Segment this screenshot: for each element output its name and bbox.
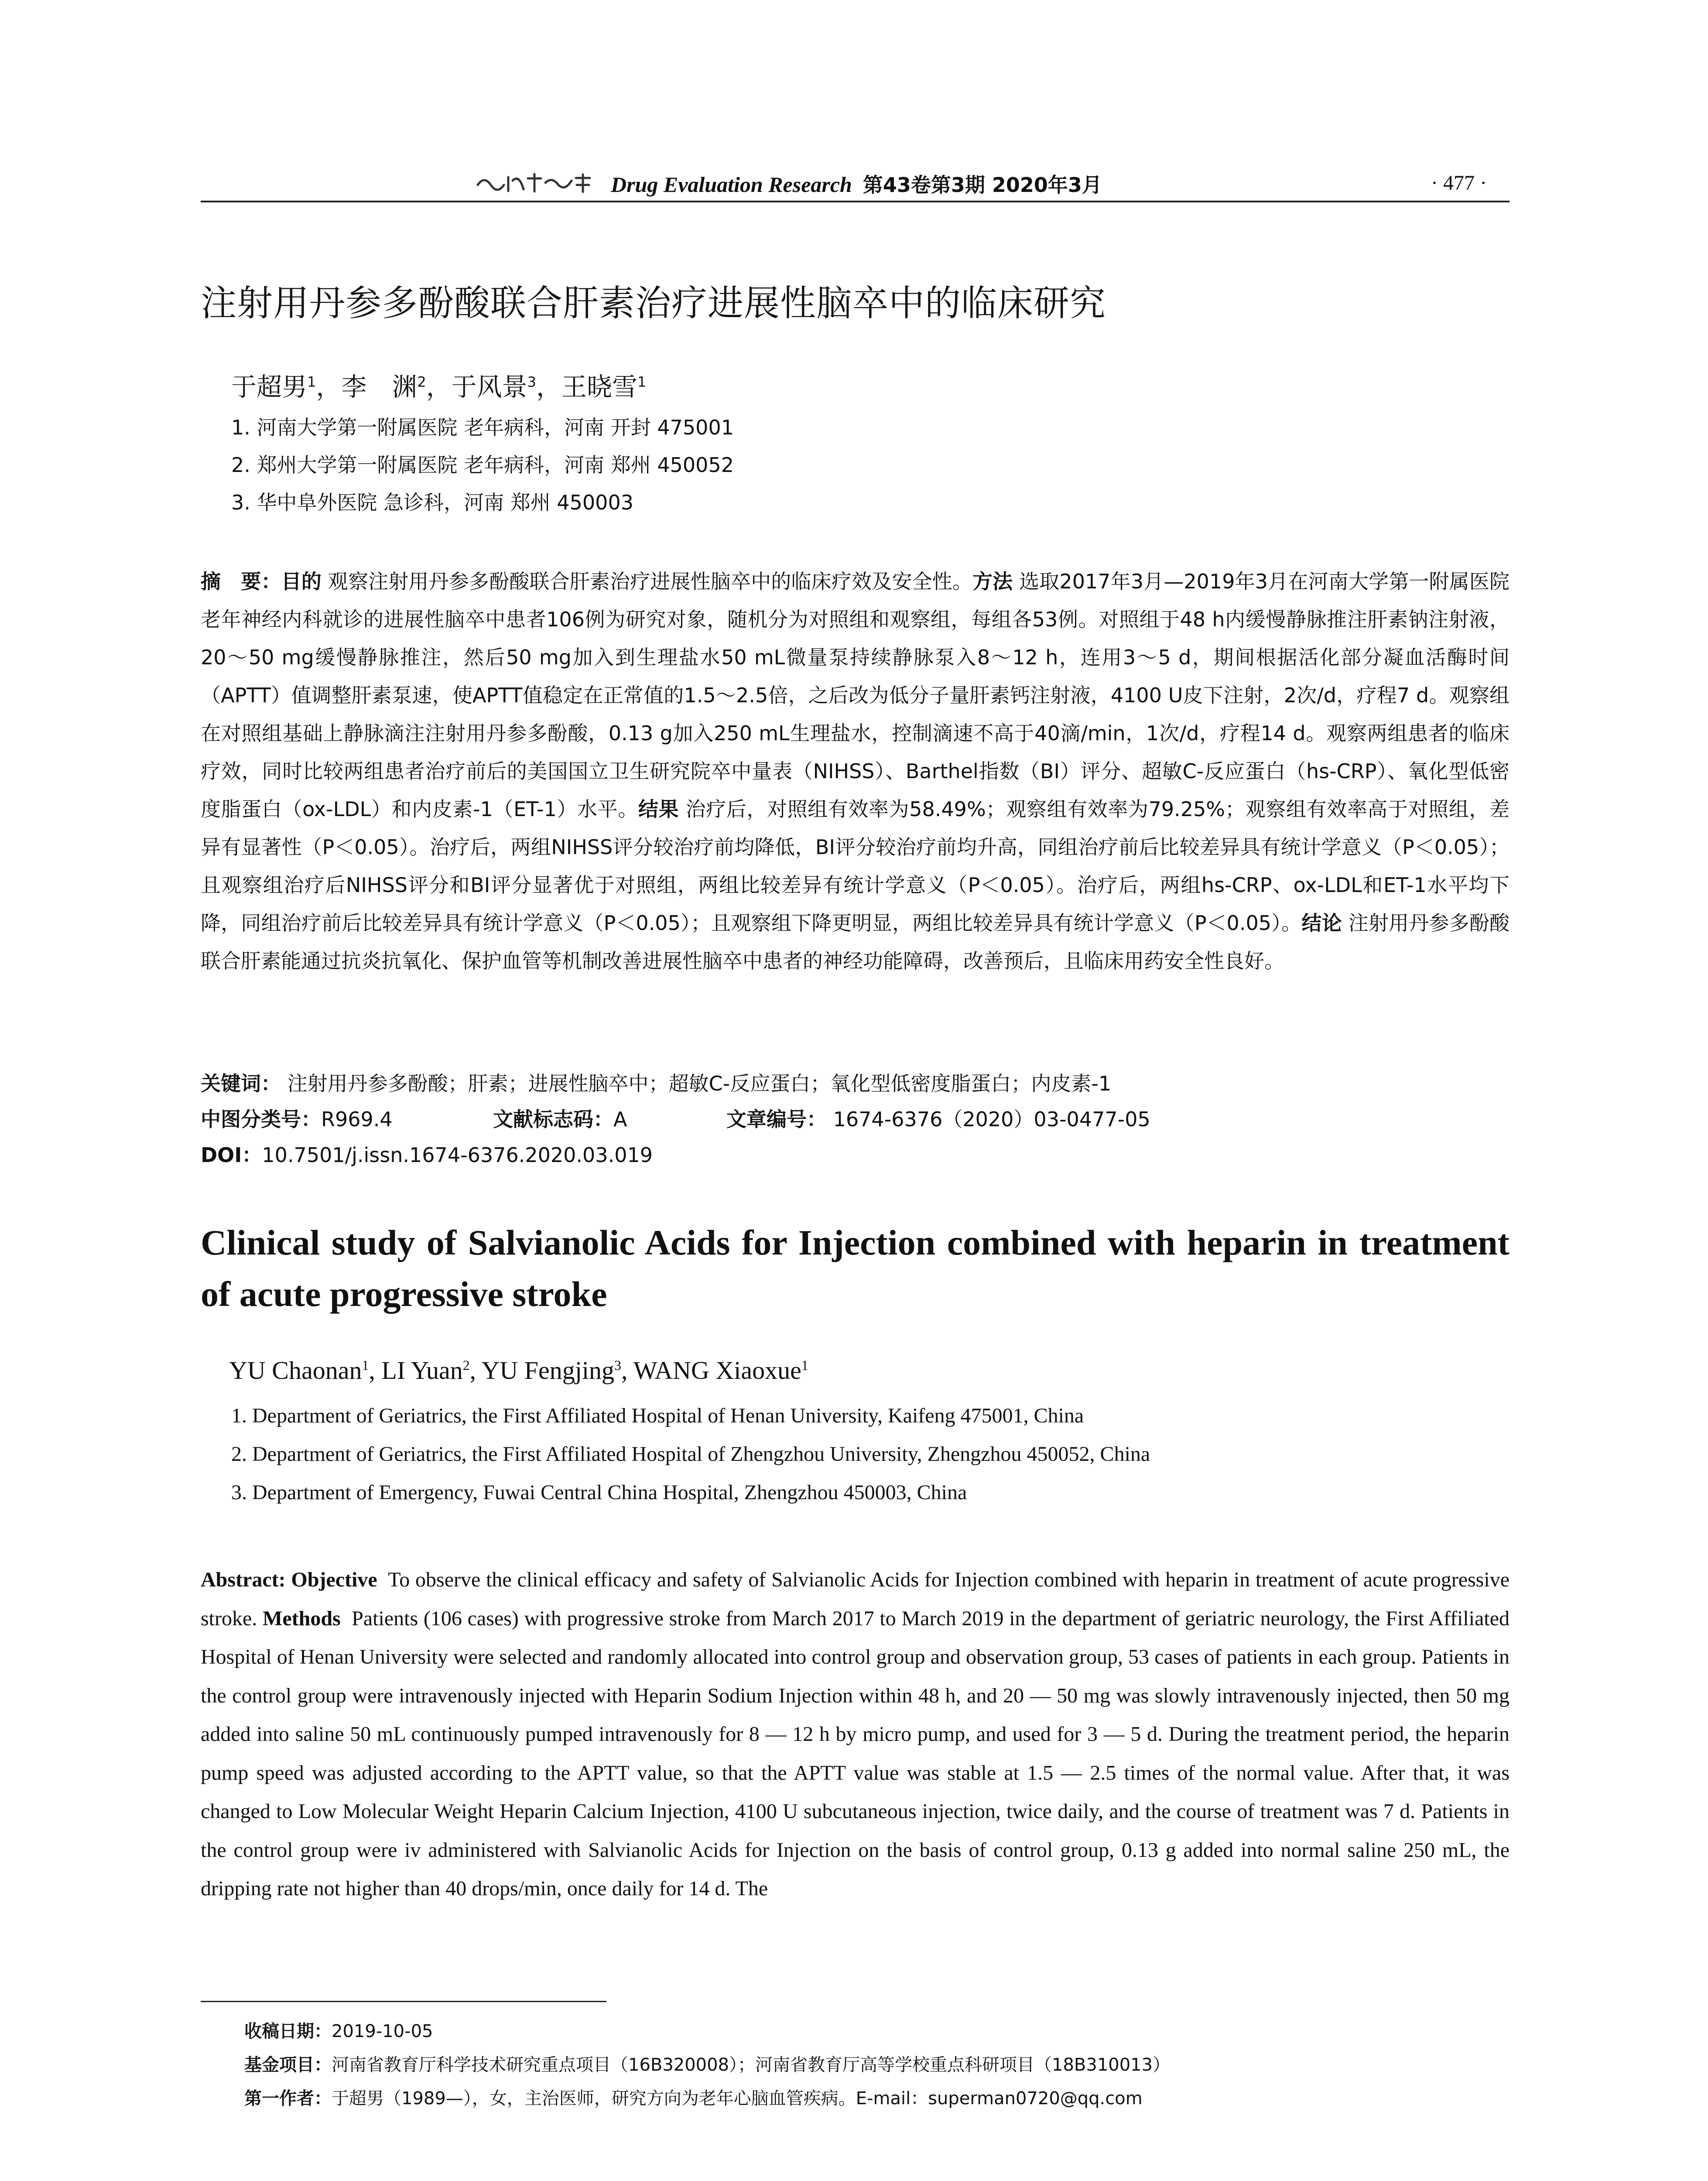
received-date: 2019-10-05 <box>332 2021 433 2041</box>
journal-issue: 第43卷第3期 2020年3月 <box>863 173 1102 197</box>
classification-line <box>201 1104 393 1132</box>
methods-label: Methods <box>263 1607 341 1630</box>
author-name: YU Chaonan <box>229 1356 362 1384</box>
article-number-label: 文章编号： <box>726 1108 827 1131</box>
first-author-text: 于超男（1989—），女，主治医师，研究方向为老年心脑血管疾病。E-mail：superman0720@qq.com <box>332 2089 1143 2109</box>
results-text: 治疗后，对照组有效率为58.49%；观察组有效率为79.25%；观察组有效率高于对照组，差异有显著性（P＜0.05）。治疗后，两组NIHSS评分较治疗前均降低，BI评分较治疗前均升高，同组治疗前后比较差异具有统计学意义（P＜0.05）；且观察组治疗后NIHSS评分和BI评分显著优于对照组，两组比较差异有统计学意义（P＜0.05）。治疗后，两组hs-CRP、ox-LDL和ET-1水平均下降，同组治疗前后比较差异具有统计学意义（P＜0.05）；且观察组下降更明显，两组比较差异具有统计学意义（P＜0.05）。 <box>201 797 1510 935</box>
footnote-first-author <box>244 2085 1143 2109</box>
affiliation-en: 1. Department of Geriatrics, the First Affiliated Hospital of Henan University, Kaifeng 475001, China <box>231 1404 1084 1427</box>
author-name: 于风景 <box>451 372 527 402</box>
author-name: 李 渊 <box>341 372 418 402</box>
methods-text: Patients (106 cases) with progressive stroke from March 2017 to March 2019 in the department of geriatric neurology, the First Affiliated Hospital of Henan University were selected and randomly allocated into control group and observation group, 53 cases of patients in each group. Patients in the control group were intravenously injected with Heparin Sodium Injection within 48 h, and 20 — 50 mg was slowly intravenously injected, then 50 mg added into saline 50 mL continuously pumped intravenously for 8 — 12 h by micro pump, and used for 3 — 5 d. During the treatment period, the heparin pump speed was adjusted according to the APTT value, so that the APTT value was stable at 1.5 — 2.5 times of the normal value. After that, it was changed to Low Molecular Weight Heparin Calcium Injection, 4100 U subcutaneous injection, twice daily, and the course of treatment was 7 d. Patients in the control group were iv administered with Salvianolic Acids for Injection on the basis of control group, 0.13 g added into normal saline 250 mL, the dripping rate not higher than 40 drops/min, once daily for 14 d. The <box>201 1607 1510 1900</box>
affiliation-cn: 2. 郑州大学第一附属医院 老年病科，河南 郑州 450052 <box>231 453 734 477</box>
affiliation-en: 2. Department of Geriatrics, the First Affiliated Hospital of Zhengzhou University, Zhengzhou 450052, China <box>231 1443 1150 1466</box>
doi-label: DOI： <box>201 1143 262 1167</box>
footnote-rule <box>201 2001 606 2002</box>
footnote-received <box>244 2017 433 2042</box>
author-name: 于超男 <box>231 372 308 402</box>
journal-running-head <box>611 169 1102 198</box>
conclusion-label: 结论 <box>1301 911 1342 935</box>
doi-line <box>201 1139 653 1168</box>
author-affiliation-mark: 3 <box>614 1357 621 1373</box>
doc-code-value: A <box>613 1108 627 1131</box>
objective-text: To observe the clinical efficacy and safety of Salvianolic Acids for Injection combined with heparin in treatment of acute progressive stroke. <box>201 1568 1510 1630</box>
header-rule <box>201 201 1509 202</box>
clc-label: 中图分类号： <box>201 1108 321 1131</box>
objective-text: 观察注射用丹参多酚酸联合肝素治疗进展性脑卒中的临床疗效及安全性。 <box>328 570 972 593</box>
abstract-label: 摘 要： <box>201 570 281 593</box>
abstract-cn <box>201 563 1509 980</box>
objective-label: Objective <box>291 1568 377 1591</box>
author-name: LI Yuan <box>381 1356 463 1384</box>
page-number: · 477 · <box>1431 171 1487 195</box>
affiliation-cn: 3. 华中阜外医院 急诊科，河南 郑州 450003 <box>231 491 633 514</box>
author-affiliation-mark: 3 <box>527 373 536 390</box>
journal-logo <box>476 172 593 195</box>
document-code <box>493 1104 627 1132</box>
paper-title-cn: 注射用丹参多酚酸联合肝素治疗进展性脑卒中的临床研究 <box>201 283 1106 324</box>
paper-title-en: Clinical study of Salvianolic Acids for Injection combined with heparin in treatment of acute progressive stroke <box>201 1223 1509 1314</box>
author-affiliation-mark: 1 <box>307 373 316 390</box>
doc-code-label: 文献标志码： <box>493 1108 613 1131</box>
abstract-label: Abstract: <box>201 1568 286 1591</box>
author-name: WANG Xiaoxue <box>633 1356 801 1384</box>
fund-label: 基金项目： <box>244 2055 332 2075</box>
methods-label: 方法 <box>972 570 1013 593</box>
fund-text: 河南省教育厅科学技术研究重点项目（16B320008）；河南省教育厅高等学校重点科研项目（18B310013） <box>332 2055 1171 2075</box>
author-affiliation-mark: 1 <box>801 1357 808 1373</box>
author-affiliation-mark: 1 <box>362 1357 369 1373</box>
abstract-en <box>201 1561 1509 1908</box>
footnote-fund <box>244 2051 1170 2076</box>
doi-value: 10.7501/j.issn.1674-6376.2020.03.019 <box>262 1143 653 1167</box>
affiliation-en: 3. Department of Emergency, Fuwai Central China Hospital, Zhengzhou 450003, China <box>231 1481 967 1504</box>
author-affiliation-mark: 2 <box>462 1357 470 1373</box>
author-name: YU Fengjing <box>481 1356 615 1384</box>
received-label: 收稿日期： <box>244 2021 332 2041</box>
methods-text: 选取2017年3月—2019年3月在河南大学第一附属医院老年神经内科就诊的进展性脑卒中患者106例为研究对象，随机分为对照组和观察组，每组各53例。对照组于48 h内缓慢静脉推注肝素钠注射液，20～50 mg缓慢静脉推注，然后50 mg加入到生理盐水50 mL微量泵持续静脉泵入8～12 h，连用3～5 d，期间根据活化部分凝血活酶时间（APTT）值调整肝素泵速，使APTT值稳定在正常值的1.5～2.5倍，之后改为低分子量肝素钙注射液，4100 U皮下注射，2次/d，疗程7 d。观察组在对照组基础上静脉滴注注射用丹参多酚酸，0.13 g加入250 mL生理盐水，控制滴速不高于40滴/min，1次/d，疗程14 d。观察两组患者的临床疗效，同时比较两组患者治疗前后的美国国立卫生研究院卒中量表（NIHSS）、Barthel指数（BI）评分、超敏C-反应蛋白（hs-CRP）、氧化型低密度脂蛋白（ox-LDL）和内皮素-1（ET-1）水平。 <box>201 570 1510 821</box>
article-number <box>726 1104 1150 1132</box>
journal-name-en: Drug Evaluation Research <box>611 172 852 197</box>
results-label: 结果 <box>638 797 679 821</box>
author-affiliation-mark: 1 <box>637 373 647 390</box>
conclusion-text: 注射用丹参多酚酸联合肝素能通过抗炎抗氧化、保护血管等机制改善进展性脑卒中患者的神经功能障碍，改善预后，且临床用药安全性良好。 <box>201 911 1510 973</box>
author-affiliation-mark: 2 <box>417 373 426 390</box>
keywords-label: 关键词： <box>201 1072 281 1095</box>
keywords-cn <box>201 1068 1111 1097</box>
author-list-en: YU Chaonan$^1$, LI Yuan$^2$, YU Fengjing$^3$, WANG Xiaoxue$^1$ <box>229 1356 808 1384</box>
clc-value: R969.4 <box>321 1108 393 1131</box>
affiliation-cn: 1. 河南大学第一附属医院 老年病科，河南 开封 475001 <box>231 416 734 439</box>
keywords-text: 注射用丹参多酚酸；肝素；进展性脑卒中；超敏C-反应蛋白；氧化型低密度脂蛋白；内皮素-1 <box>287 1072 1112 1095</box>
first-author-label: 第一作者： <box>244 2089 332 2109</box>
author-list-cn: 于超男$^1$，李 渊$^2$，于风景$^3$，王晓雪$^1$ <box>231 372 647 402</box>
article-number-value: 1674-6376（2020）03-0477-05 <box>833 1108 1150 1131</box>
objective-label: 目的 <box>281 570 322 593</box>
author-name: 王晓雪 <box>561 372 637 402</box>
